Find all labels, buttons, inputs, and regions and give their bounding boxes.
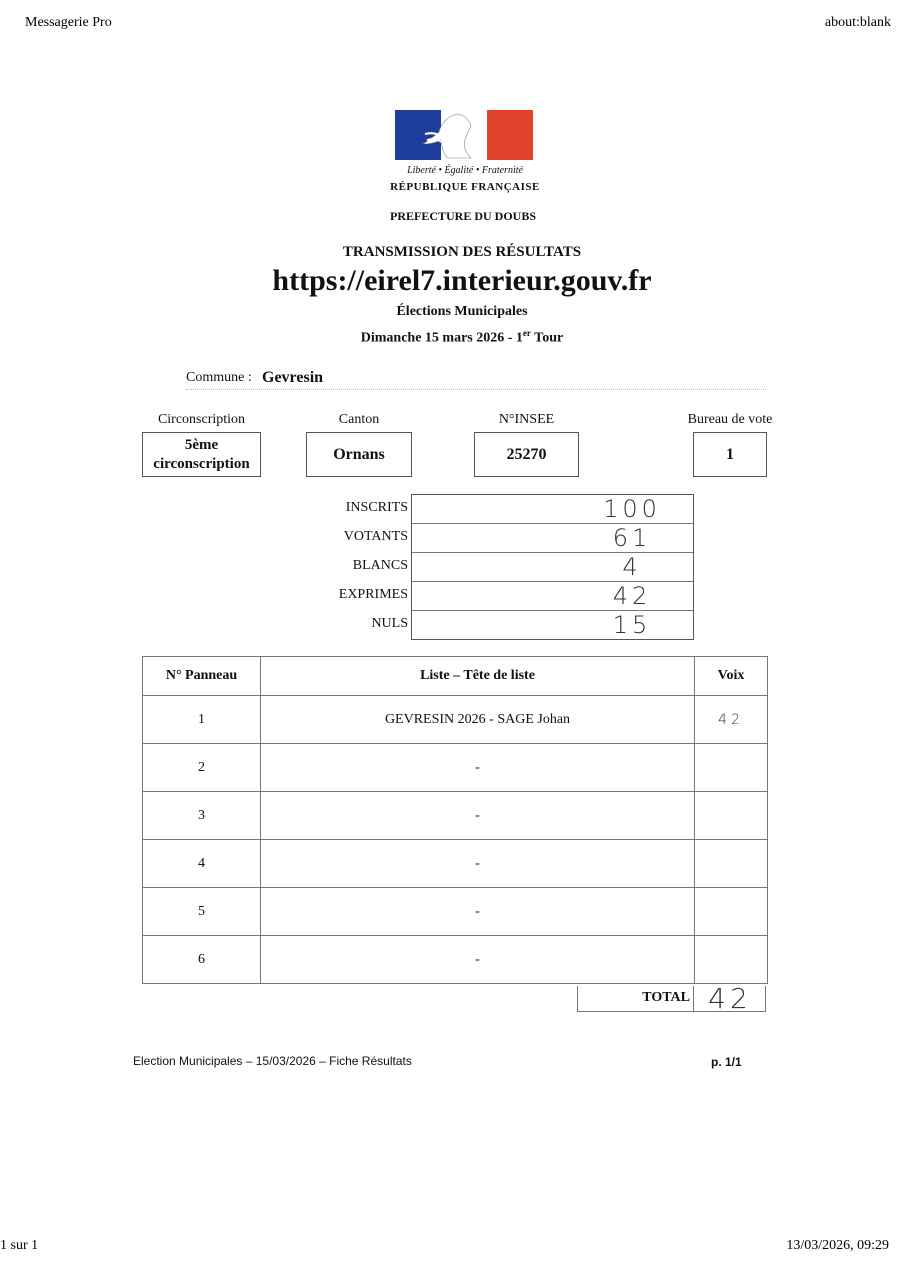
row-liste: GEVRESIN 2026 - SAGE Johan <box>261 696 695 744</box>
stat-row-nuls <box>412 611 693 640</box>
election-title: Élections Municipales <box>396 304 528 319</box>
table-row <box>143 840 768 888</box>
results-header-row <box>143 657 768 696</box>
row-panneau: 2 <box>143 744 261 792</box>
header-panneau: N° Panneau <box>143 657 261 696</box>
row-voix <box>695 792 768 840</box>
document-page-number: p. 1/1 <box>711 1055 742 1069</box>
print-footer-datetime: 13/03/2026, 09:29 <box>786 1238 889 1253</box>
commune-underline <box>186 389 766 390</box>
stat-value-exprimes: 42 <box>612 582 652 610</box>
results-table <box>142 656 768 984</box>
row-voix <box>695 744 768 792</box>
transmission-title: TRANSMISSION DES RÉSULTATS <box>342 244 582 260</box>
stat-label-votants: VOTANTS <box>343 529 408 544</box>
row-liste: - <box>261 840 695 888</box>
stat-row-exprimes <box>412 582 693 611</box>
bureau-value: 1 <box>693 432 767 477</box>
stat-row-blancs <box>412 553 693 582</box>
table-row <box>143 744 768 792</box>
row-liste: - <box>261 888 695 936</box>
circonscription-label: Circonscription <box>157 412 246 427</box>
commune-label: Commune : <box>186 370 252 385</box>
stat-label-nuls: NULS <box>371 616 408 631</box>
stat-row-votants <box>412 524 693 553</box>
table-row <box>143 936 768 984</box>
total-value: 42 <box>708 982 752 1015</box>
insee-label: N°INSEE <box>498 412 555 427</box>
print-footer-page: 1 sur 1 <box>0 1238 39 1253</box>
bureau-label: Bureau de vote <box>687 412 773 427</box>
row-voix: 42 <box>695 696 768 744</box>
stat-row-inscrits <box>412 495 693 524</box>
canton-value: Ornans <box>306 432 412 477</box>
print-header-url: about:blank <box>824 15 891 30</box>
election-date: Dimanche 15 mars 2026 - 1er Tour <box>360 328 564 346</box>
table-row <box>143 696 768 744</box>
row-panneau: 5 <box>143 888 261 936</box>
transmission-url: https://eirel7.interieur.gouv.fr <box>272 264 652 297</box>
stat-label-exprimes: EXPRIMES <box>338 587 408 602</box>
total-label: TOTAL <box>642 990 690 1005</box>
row-voix <box>695 840 768 888</box>
header-voix: Voix <box>695 657 768 696</box>
stats-grid <box>411 494 694 640</box>
print-header-title: Messagerie Pro <box>25 15 112 30</box>
row-voix <box>695 936 768 984</box>
row-liste: - <box>261 744 695 792</box>
circonscription-value: 5ème circonscription <box>142 432 261 477</box>
header-liste: Liste – Tête de liste <box>261 657 695 696</box>
commune-value: Gevresin <box>262 369 324 386</box>
republic-motto: Liberté • Égalité • Fraternité <box>407 165 523 176</box>
stat-value-nuls: 15 <box>612 611 652 639</box>
row-voix <box>695 888 768 936</box>
row-liste: - <box>261 936 695 984</box>
marianne-logo <box>395 110 533 160</box>
canton-label: Canton <box>338 412 380 427</box>
stat-label-inscrits: INSCRITS <box>345 500 408 515</box>
row-liste: - <box>261 792 695 840</box>
prefecture-title: PREFECTURE DU DOUBS <box>389 209 536 223</box>
stat-value-votants: 61 <box>612 524 652 552</box>
republique-francaise: RÉPUBLIQUE FRANÇAISE <box>390 181 540 193</box>
stat-label-blancs: BLANCS <box>352 558 408 573</box>
document-footer-title: Election Municipales – 15/03/2026 – Fiche Résultats <box>133 1054 412 1068</box>
stat-value-blancs: 4 <box>622 553 642 581</box>
table-row <box>143 792 768 840</box>
row-panneau: 6 <box>143 936 261 984</box>
row-panneau: 3 <box>143 792 261 840</box>
insee-value: 25270 <box>474 432 579 477</box>
stat-value-inscrits: 100 <box>603 495 661 523</box>
table-row <box>143 888 768 936</box>
row-panneau: 4 <box>143 840 261 888</box>
row-panneau: 1 <box>143 696 261 744</box>
